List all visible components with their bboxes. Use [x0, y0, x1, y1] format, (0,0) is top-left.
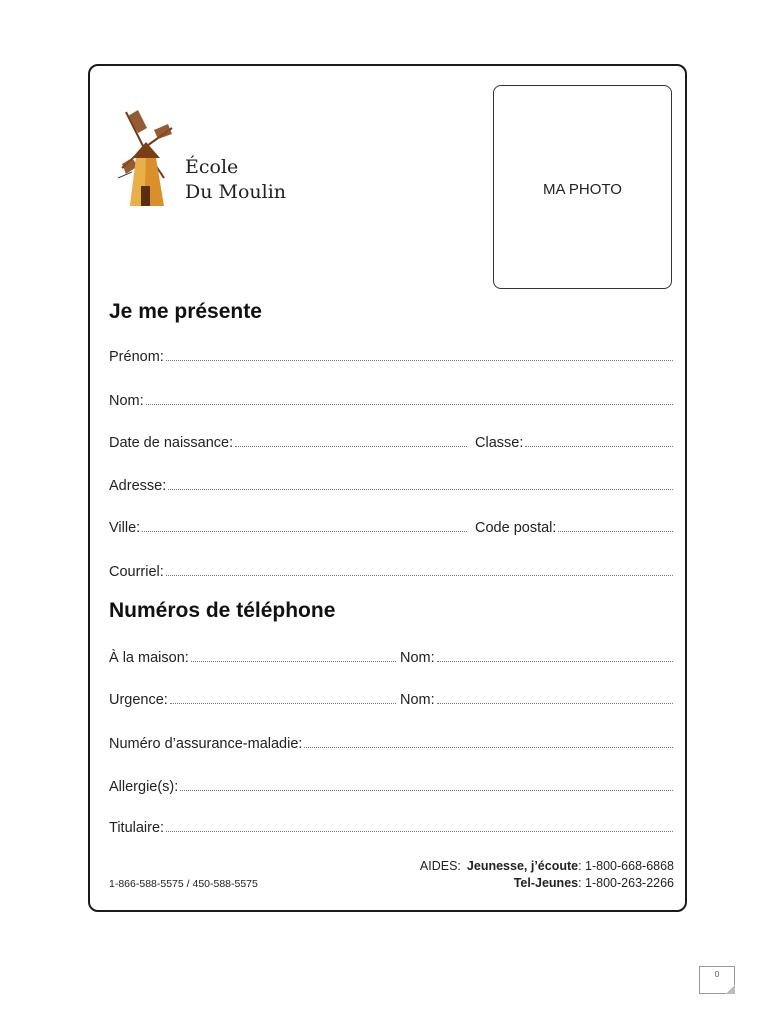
maison-line[interactable]: [191, 660, 396, 662]
section-title-telephone: Numéros de téléphone: [109, 599, 336, 622]
nom-maison-field[interactable]: [400, 647, 673, 665]
school-logo: [114, 106, 294, 214]
ville-field[interactable]: [109, 517, 467, 535]
classe-field[interactable]: [475, 432, 673, 450]
school-name-line1: École: [185, 156, 239, 178]
nom-label: Nom:: [109, 392, 144, 409]
code-postal-line[interactable]: [558, 530, 673, 532]
aides-label: AIDES:: [419, 859, 461, 873]
urgence-line[interactable]: [170, 702, 396, 704]
ville-line[interactable]: [142, 530, 467, 532]
maison-label: À la maison:: [109, 649, 189, 666]
maison-field[interactable]: [109, 647, 396, 665]
titulaire-label: Titulaire:: [109, 819, 165, 836]
classe-line[interactable]: [525, 445, 673, 447]
allergies-field[interactable]: [109, 776, 673, 794]
nom-field[interactable]: [109, 390, 673, 408]
assurance-label: Numéro d’assurance-maladie:: [109, 735, 303, 752]
nom-urgence-line[interactable]: [437, 702, 673, 704]
courriel-field[interactable]: [109, 561, 673, 579]
adresse-label: Adresse:: [109, 477, 167, 494]
nom-urgence-field[interactable]: [400, 689, 673, 707]
photo-box[interactable]: [493, 85, 672, 289]
allergies-line[interactable]: [180, 789, 673, 791]
adresse-field[interactable]: [109, 475, 673, 493]
urgence-field[interactable]: [109, 689, 396, 707]
urgence-label: Urgence:: [109, 691, 168, 708]
ville-label: Ville:: [109, 519, 141, 536]
nom-maison-line[interactable]: [437, 660, 673, 662]
allergies-label: Allergie(s):: [109, 778, 179, 795]
help2-number: : 1-800-263-2266: [578, 876, 674, 890]
courriel-label: Courriel:: [109, 563, 164, 580]
help1-name: Jeunesse, j’écoute: [466, 859, 579, 873]
titulaire-line[interactable]: [166, 830, 673, 832]
code-postal-field[interactable]: [475, 517, 673, 535]
help2-name: Tel-Jeunes: [513, 876, 579, 890]
school-name-line2: Du Moulin: [185, 181, 287, 203]
nom-urgence-label: Nom:: [400, 691, 435, 708]
assurance-line[interactable]: [304, 746, 673, 748]
help-lines: [420, 858, 674, 892]
titulaire-field[interactable]: [109, 817, 673, 835]
adresse-line[interactable]: [168, 488, 673, 490]
date-naissance-field[interactable]: [109, 432, 467, 450]
date-naissance-line[interactable]: [235, 445, 467, 447]
assurance-field[interactable]: [109, 733, 673, 751]
photo-label: MA PHOTO: [543, 181, 622, 198]
prenom-label: Prénom:: [109, 348, 164, 365]
help-line-1: [420, 858, 674, 875]
prenom-line[interactable]: [166, 359, 673, 361]
help1-number: : 1-800-668-6868: [578, 859, 674, 873]
help-line-2: [420, 875, 674, 892]
code-postal-label: Code postal:: [475, 519, 557, 536]
section-title-presentation: Je me présente: [109, 300, 262, 323]
courriel-line[interactable]: [166, 574, 673, 576]
date-naissance-label: Date de naissance:: [109, 434, 234, 451]
nom-line[interactable]: [146, 403, 673, 405]
classe-label: Classe:: [475, 434, 524, 451]
prenom-field[interactable]: [109, 346, 673, 364]
school-phone: 1-866-588-5575 / 450-588-5575: [109, 878, 258, 890]
page-number: 0: [699, 966, 735, 994]
nom-maison-label: Nom:: [400, 649, 435, 666]
